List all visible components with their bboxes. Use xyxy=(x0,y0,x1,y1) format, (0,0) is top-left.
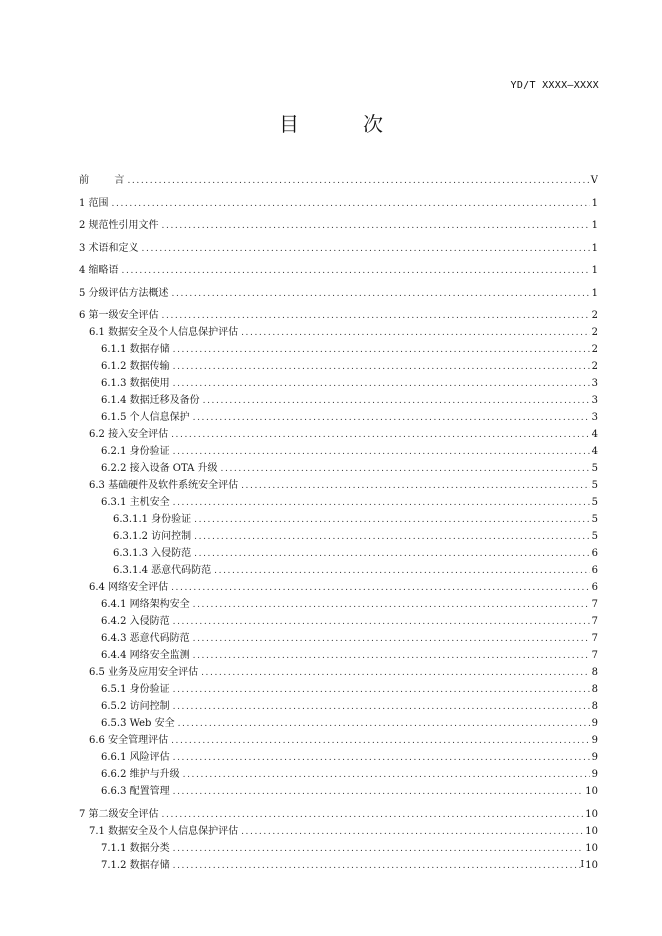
toc-entry-page: 9 xyxy=(591,718,598,729)
toc-entry-page: 10 xyxy=(585,860,598,871)
toc-entry[interactable] xyxy=(79,612,598,629)
page-number: I xyxy=(580,860,584,870)
toc-entry-label: 6.3.1.3 入侵防范 xyxy=(113,548,192,559)
document-number: YD/T XXXX—XXXX xyxy=(510,80,599,91)
page-title: 目 次 xyxy=(279,112,413,136)
toc-entry-label: 6.5 业务及应用安全评估 xyxy=(89,667,199,678)
toc-entry-page: 1 xyxy=(591,197,598,209)
toc-entry[interactable] xyxy=(79,340,598,357)
toc-entry[interactable] xyxy=(79,306,598,323)
dot-leader xyxy=(127,176,588,186)
toc-entry-label: 6.5.3 Web 安全 xyxy=(101,718,175,729)
toc-entry-label: 6.5.1 身份验证 xyxy=(101,684,170,695)
toc-entry-page: 5 xyxy=(591,531,598,542)
toc-entry[interactable] xyxy=(79,697,598,714)
toc-entry-page: 7 xyxy=(591,616,598,627)
dot-leader xyxy=(162,810,584,820)
toc-entry-page: 5 xyxy=(591,514,598,525)
toc-entry-page: 5 xyxy=(591,463,598,474)
toc-entry[interactable] xyxy=(79,561,598,578)
dot-leader xyxy=(193,600,590,610)
toc-entry-label: 4 缩略语 xyxy=(79,265,119,276)
toc-entry-label: 6.3.1.2 访问控制 xyxy=(113,531,192,542)
dot-leader xyxy=(241,481,590,491)
dot-leader xyxy=(173,617,590,627)
toc-entry[interactable] xyxy=(79,595,598,612)
dot-leader xyxy=(194,532,589,542)
toc-entry-label: 6.3.1.1 身份验证 xyxy=(113,514,192,525)
toc-entry-page: 7 xyxy=(591,633,598,644)
toc-entry[interactable] xyxy=(79,527,598,544)
toc-entry-label: 6.4.2 入侵防范 xyxy=(101,616,170,627)
toc-entry[interactable] xyxy=(79,476,598,493)
toc-entry-page: 9 xyxy=(591,769,598,780)
toc-entry-label: 7.1 数据安全及个人信息保护评估 xyxy=(89,826,239,837)
toc-entry-label: 6.1.4 数据迁移及备份 xyxy=(101,395,200,406)
dot-leader xyxy=(162,221,590,231)
toc-entry-label: 6.6.2 维护与升级 xyxy=(101,769,180,780)
dot-leader xyxy=(173,362,590,372)
toc-entry-page: 8 xyxy=(591,667,598,678)
toc-entry[interactable] xyxy=(79,856,598,873)
dot-leader xyxy=(162,311,590,321)
dot-leader xyxy=(194,515,589,525)
toc-entry-label: 6.3.1.4 恶意代码防范 xyxy=(113,565,212,576)
toc-entry[interactable] xyxy=(79,544,598,561)
toc-entry-label: 6.4.3 恶意代码防范 xyxy=(101,633,190,644)
toc-entry-page: 5 xyxy=(591,480,598,491)
dot-leader xyxy=(193,651,590,661)
toc-entry-page: 3 xyxy=(591,395,598,406)
toc-entry[interactable] xyxy=(79,425,598,442)
toc-entry[interactable] xyxy=(79,391,598,408)
toc-entry[interactable] xyxy=(79,261,598,277)
dot-leader xyxy=(112,199,590,209)
toc-entry-page: 4 xyxy=(591,446,598,457)
toc-entry-label: 6.1.5 个人信息保护 xyxy=(101,412,190,423)
toc-entry[interactable] xyxy=(79,663,598,680)
toc-entry-page: 4 xyxy=(591,429,598,440)
toc-entry[interactable] xyxy=(79,442,598,459)
toc-entry-label: 6.3 基础硬件及软件系统安全评估 xyxy=(89,480,239,491)
toc-entry-label: 前 言 xyxy=(79,175,125,186)
dot-leader xyxy=(214,566,589,576)
toc-entry-page: 6 xyxy=(591,565,598,576)
dot-leader xyxy=(173,787,584,797)
toc-entry-label: 6.2.2 接入设备 OTA 升级 xyxy=(101,463,218,474)
table-of-contents xyxy=(79,171,598,873)
toc-entry-page: 7 xyxy=(591,599,598,610)
toc-entry-page: 3 xyxy=(591,378,598,389)
toc-entry-page: 2 xyxy=(591,327,598,338)
dot-leader xyxy=(201,668,590,678)
toc-entry[interactable] xyxy=(79,408,598,425)
dot-leader xyxy=(171,583,590,593)
toc-entry[interactable] xyxy=(79,194,598,210)
toc-entry-page: 1 xyxy=(591,242,598,254)
toc-entry[interactable] xyxy=(79,765,598,782)
toc-entry[interactable] xyxy=(79,680,598,697)
dot-leader xyxy=(122,266,590,276)
toc-entry-label: 6.4.1 网络架构安全 xyxy=(101,599,190,610)
toc-entry-label: 6.1.1 数据存储 xyxy=(101,344,170,355)
toc-entry-page: 7 xyxy=(591,650,598,661)
toc-entry-page: 10 xyxy=(585,843,598,854)
dot-leader xyxy=(173,753,590,763)
toc-entry[interactable] xyxy=(79,357,598,374)
toc-entry[interactable] xyxy=(79,284,598,300)
toc-entry-page: 9 xyxy=(591,735,598,746)
toc-entry-label: 5 分级评估方法概述 xyxy=(79,287,169,299)
toc-entry[interactable] xyxy=(79,459,598,476)
toc-entry-page: 6 xyxy=(591,548,598,559)
toc-entry-page: 8 xyxy=(591,684,598,695)
dot-leader xyxy=(171,736,590,746)
toc-entry[interactable] xyxy=(79,714,598,731)
toc-entry-page: 2 xyxy=(591,344,598,355)
dot-leader xyxy=(173,702,590,712)
toc-entry-page: V xyxy=(590,175,598,186)
toc-entry-page: 1 xyxy=(591,220,598,231)
toc-entry-label: 6.6 安全管理评估 xyxy=(89,735,169,746)
toc-entry[interactable] xyxy=(79,493,598,510)
toc-entry-label: 6.4.4 网络安全监测 xyxy=(101,650,190,661)
toc-entry[interactable] xyxy=(79,839,598,856)
toc-entry[interactable] xyxy=(79,239,598,255)
dot-leader xyxy=(171,430,590,440)
dot-leader xyxy=(173,685,590,695)
toc-entry-label: 2 规范性引用文件 xyxy=(79,220,159,231)
toc-entry-label: 6.2 接入安全评估 xyxy=(89,429,169,440)
toc-entry-page: 10 xyxy=(585,826,598,837)
toc-entry-label: 3 术语和定义 xyxy=(79,242,139,254)
toc-entry-label: 1 范围 xyxy=(79,197,109,209)
toc-entry[interactable] xyxy=(79,323,598,340)
toc-entry[interactable] xyxy=(79,629,598,646)
toc-entry-label: 6.1 数据安全及个人信息保护评估 xyxy=(89,327,239,338)
toc-entry-page: 6 xyxy=(591,582,598,593)
dot-leader xyxy=(178,719,590,729)
toc-entry-page: 2 xyxy=(591,361,598,372)
toc-entry[interactable] xyxy=(79,731,598,748)
toc-entry-page: 10 xyxy=(585,786,598,797)
dot-leader xyxy=(142,244,590,254)
toc-entry[interactable] xyxy=(79,374,598,391)
toc-entry[interactable] xyxy=(79,748,598,765)
dot-leader xyxy=(173,861,584,871)
toc-entry-label: 6.6.1 风险评估 xyxy=(101,752,170,763)
toc-entry-label: 6.1.2 数据传输 xyxy=(101,361,170,372)
dot-leader xyxy=(173,345,590,355)
toc-entry-page: 10 xyxy=(585,809,598,820)
toc-entry[interactable] xyxy=(79,782,598,799)
toc-entry-label: 6.1.3 数据使用 xyxy=(101,378,170,389)
toc-entry-label: 6.2.1 身份验证 xyxy=(101,446,170,457)
dot-leader xyxy=(173,379,590,389)
toc-entry-label: 6.5.2 访问控制 xyxy=(101,701,170,712)
toc-entry-page: 8 xyxy=(591,701,598,712)
toc-entry-page: 5 xyxy=(591,497,598,508)
dot-leader xyxy=(194,549,589,559)
toc-entry[interactable] xyxy=(79,171,598,187)
toc-entry-page: 1 xyxy=(591,287,598,299)
toc-entry-page: 9 xyxy=(591,752,598,763)
toc-entry-label: 7.1.1 数据分类 xyxy=(101,843,170,854)
toc-entry-label: 7.1.2 数据存储 xyxy=(101,860,170,871)
dot-leader xyxy=(241,827,583,837)
toc-entry[interactable] xyxy=(79,646,598,663)
dot-leader xyxy=(221,464,590,474)
toc-entry-label: 6.6.3 配置管理 xyxy=(101,786,170,797)
toc-entry[interactable] xyxy=(79,216,598,232)
toc-entry-label: 7 第二级安全评估 xyxy=(79,809,159,820)
toc-entry-page: 1 xyxy=(591,265,598,276)
dot-leader xyxy=(193,634,590,644)
dot-leader xyxy=(203,396,590,406)
toc-entry[interactable] xyxy=(79,510,598,527)
dot-leader xyxy=(173,844,584,854)
toc-entry[interactable] xyxy=(79,578,598,595)
toc-entry-label: 6.4 网络安全评估 xyxy=(89,582,169,593)
dot-leader xyxy=(241,328,590,338)
dot-leader xyxy=(193,413,590,423)
dot-leader xyxy=(173,447,590,457)
toc-entry-label: 6 第一级安全评估 xyxy=(79,310,159,321)
toc-entry[interactable] xyxy=(79,805,598,822)
toc-entry-label: 6.3.1 主机安全 xyxy=(101,497,170,508)
dot-leader xyxy=(172,289,590,299)
toc-entry[interactable] xyxy=(79,822,598,839)
dot-leader xyxy=(183,770,590,780)
dot-leader xyxy=(173,498,590,508)
toc-entry-page: 3 xyxy=(591,412,598,423)
toc-entry-page: 2 xyxy=(591,310,598,321)
